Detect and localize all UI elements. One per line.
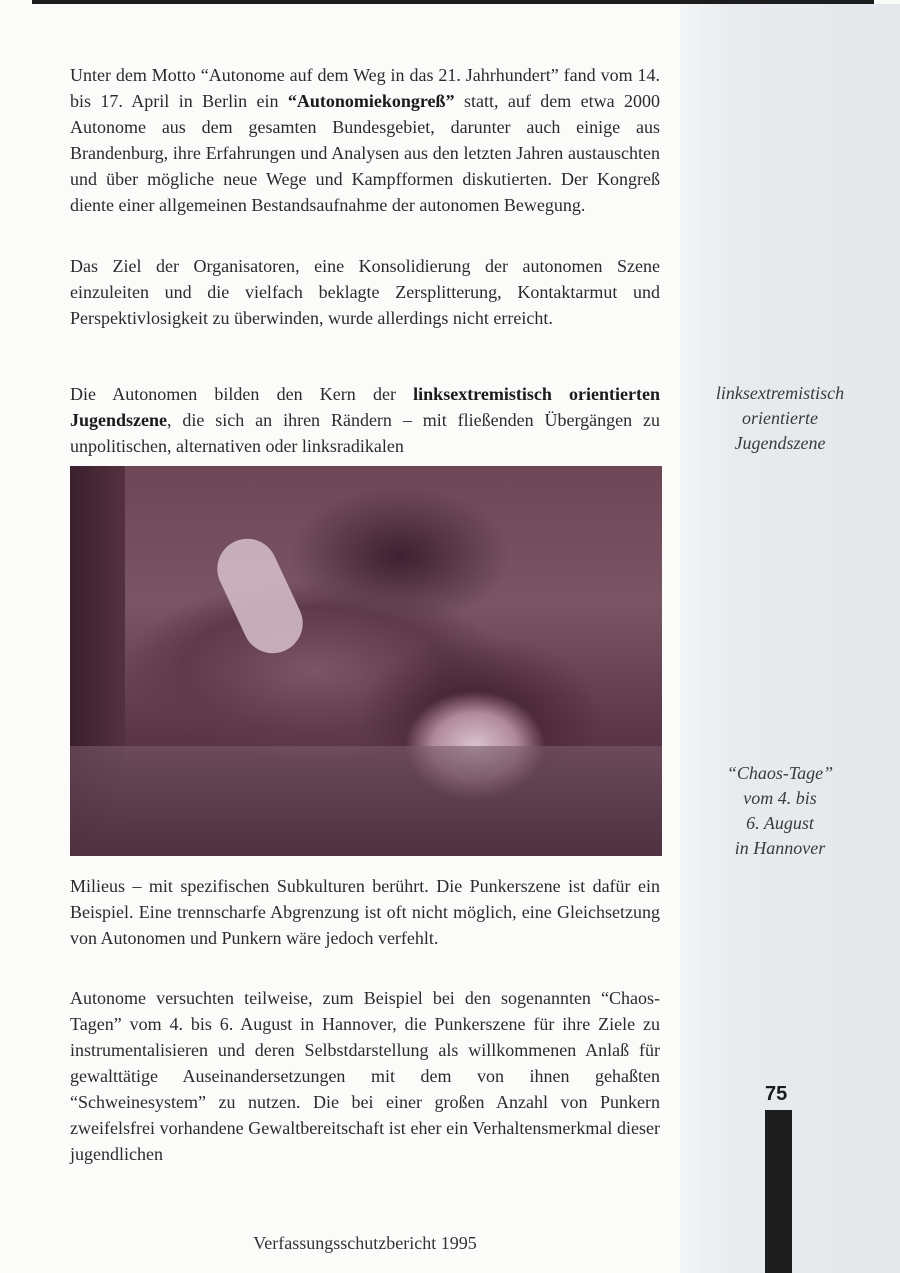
page-number: 75	[765, 1083, 788, 1105]
margin-band	[680, 4, 900, 1273]
sidenote1-line: Jugendszene	[734, 433, 826, 453]
sidenote-jugendszene	[690, 381, 870, 456]
punk-arrest-photo	[70, 466, 662, 856]
photo-arm-shape	[207, 529, 312, 663]
page-footer: Verfassungsschutzbericht 1995	[253, 1233, 477, 1253]
thumb-index-bar	[765, 1110, 792, 1273]
p1-bold-term: “Autonomiekongreß”	[287, 91, 455, 111]
paragraph-organisatoren: Das Ziel der Organisatoren, eine Konsolidierung der autonomen Szene einzuleiten und die vielfach beklagte Zersplitterung, Kontaktarmut und Perspektivlosigkeit zu überwinden, wurde allerdings nicht erreicht.	[70, 256, 660, 328]
sidenote2-line: vom 4. bis	[743, 788, 817, 808]
sidenote2-line: 6. August	[746, 813, 814, 833]
photo-ground	[70, 746, 662, 856]
p3-text-after: , die sich an ihren Rändern – mit fließenden Übergängen zu unpolitischen, alternativen oder linksradikalen	[70, 410, 660, 456]
sidenote2-line: “Chaos-Tage”	[726, 763, 834, 783]
sidenote1-line: linksextremistisch	[715, 383, 845, 403]
paragraph-chaos-tage: Autonome versuchten teilweise, zum Beispiel bei den sogenannten “Chaos-Tagen” vom 4. bis 6. August in Hannover, die Punkerszene für ihre Ziele zu instrumentalisieren und deren Selbstdarstellung als willkommenen Anlaß für gewalttätige Auseinandersetzungen mit dem von ihnen gehaßten “Schweinesystem” zu nutzen. Die bei einer großen Anzahl von Punkern zweifelsfrei vorhandene Gewaltbereitschaft ist eher ein Verhaltensmerkmal dieser jugendlichen	[70, 988, 660, 1164]
paragraph-punkerszene: Milieus – mit spezifischen Subkulturen berührt. Die Punkerszene ist dafür ein Beispiel. Eine trennscharfe Abgrenzung ist oft nicht möglich, eine Gleichsetzung von Autonomen und Punkern wäre jedoch verfehlt.	[70, 876, 660, 948]
sidenote-chaos-tage	[690, 761, 870, 861]
paragraph-autonomiekongress	[70, 62, 660, 218]
p1-text-after: statt, auf dem etwa 2000 Autonome aus dem gesamten Bundesgebiet, darunter auch einige aus Brandenburg, ihre Erfahrungen und Analysen aus den letzten Jahren austauschten und über mögliche neue Wege und Kampfformen diskutierten. Der Kongreß diente einer allgemeinen Bestandsaufnahme der autonomen Bewegung.	[70, 91, 660, 215]
paragraph-jugendszene	[70, 381, 660, 459]
p3-bold-term: linksextremistisch orientierten Jugendszene	[70, 384, 661, 430]
p3-text-before: Die Autonomen bilden den Kern der	[70, 384, 414, 404]
sidenote2-line: in Hannover	[734, 838, 826, 858]
sidenote1-line: orientierte	[742, 408, 818, 428]
p1-text-before: Unter dem Motto “Autonome auf dem Weg in das 21. Jahrhundert” fand vom 14. bis 17. April in Berlin ein	[70, 65, 660, 111]
